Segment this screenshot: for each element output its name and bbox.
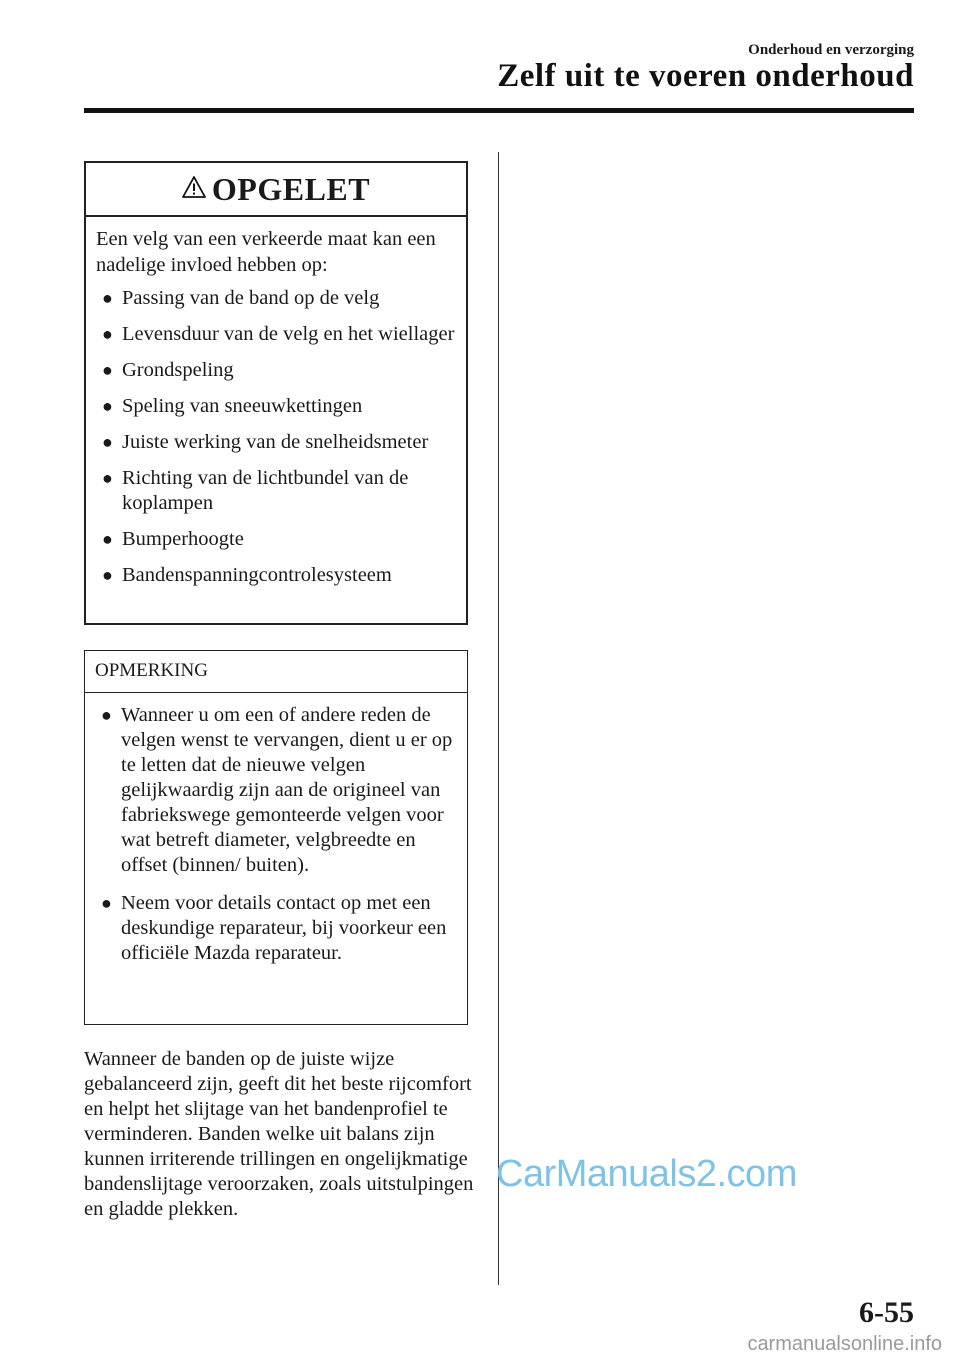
- bullet-icon: ●: [102, 565, 113, 585]
- bullet-icon: ●: [102, 432, 113, 452]
- page-title: Zelf uit te voeren onderhoud: [497, 58, 914, 94]
- header-divider: [84, 108, 914, 113]
- list-item: ● Bandenspanningcontrolesysteem: [102, 564, 392, 586]
- bullet-icon: ●: [101, 893, 112, 913]
- note-list: [95, 703, 459, 966]
- watermark-logo: CarManuals2.com: [496, 1153, 797, 1195]
- list-item: ● Juiste werking van de snelheidsmeter: [102, 431, 429, 453]
- body-paragraph: Wanneer de banden op de juiste wijze gebalanceerd zijn, geeft dit het beste rijcomfort en helpt het slijtage van het bandenprofiel te verminderen. Banden welke uit balans zijn kunnen irriterende trillingen en ongelijkmatige bandenslijtage veroorzaken, zoals uitstulpingen en gladde plekken.: [84, 1048, 474, 1220]
- caution-box: [84, 161, 468, 625]
- bullet-icon: ●: [102, 288, 113, 308]
- bullet-icon: ●: [101, 705, 112, 725]
- caution-intro: Een velg van een verkeerde maat kan een nadelige invloed hebben op:: [96, 228, 436, 276]
- page-number: 6-55: [859, 1296, 914, 1329]
- section-subtitle: Onderhoud en verzorging: [748, 42, 914, 58]
- bullet-icon: ●: [102, 360, 113, 380]
- bullet-icon: ●: [102, 468, 113, 488]
- list-item: ● Grondspeling: [102, 359, 234, 381]
- list-item: ● Wanneer u om een of andere reden de velgen wenst te vervangen, dient u er op te letten dat de nieuwe velgen gelijkwaardig zijn aan de origineel van fabriekswege gemonteerde velgen voor wat betreft diameter, velgbreedte en offset (binnen/ buiten).: [101, 704, 453, 876]
- list-item: ● Richting van de lichtbundel van de koplampen: [102, 467, 409, 514]
- list-item: ● Passing van de band op de velg: [102, 287, 380, 309]
- column-divider: [498, 152, 499, 1285]
- list-item: ● Neem voor details contact op met een deskundige reparateur, bij voorkeur een officiële Mazda reparateur.: [101, 892, 447, 964]
- list-item: ● Speling van sneeuwkettingen: [102, 395, 363, 417]
- footer-url: carmanualsonline.info: [747, 1333, 942, 1355]
- note-box: [84, 650, 468, 1025]
- note-title: OPMERKING: [85, 651, 467, 693]
- list-item: ● Bumperhoogte: [102, 528, 244, 550]
- warning-triangle-icon: [182, 175, 206, 204]
- bullet-icon: ●: [102, 396, 113, 416]
- caution-title: OPGELET: [211, 170, 371, 207]
- list-item: ● Levensduur van de velg en het wiellager: [102, 323, 455, 345]
- caution-header: [86, 163, 466, 217]
- bullet-icon: ●: [102, 529, 113, 549]
- bullet-icon: ●: [102, 324, 113, 344]
- caution-list: [96, 286, 458, 588]
